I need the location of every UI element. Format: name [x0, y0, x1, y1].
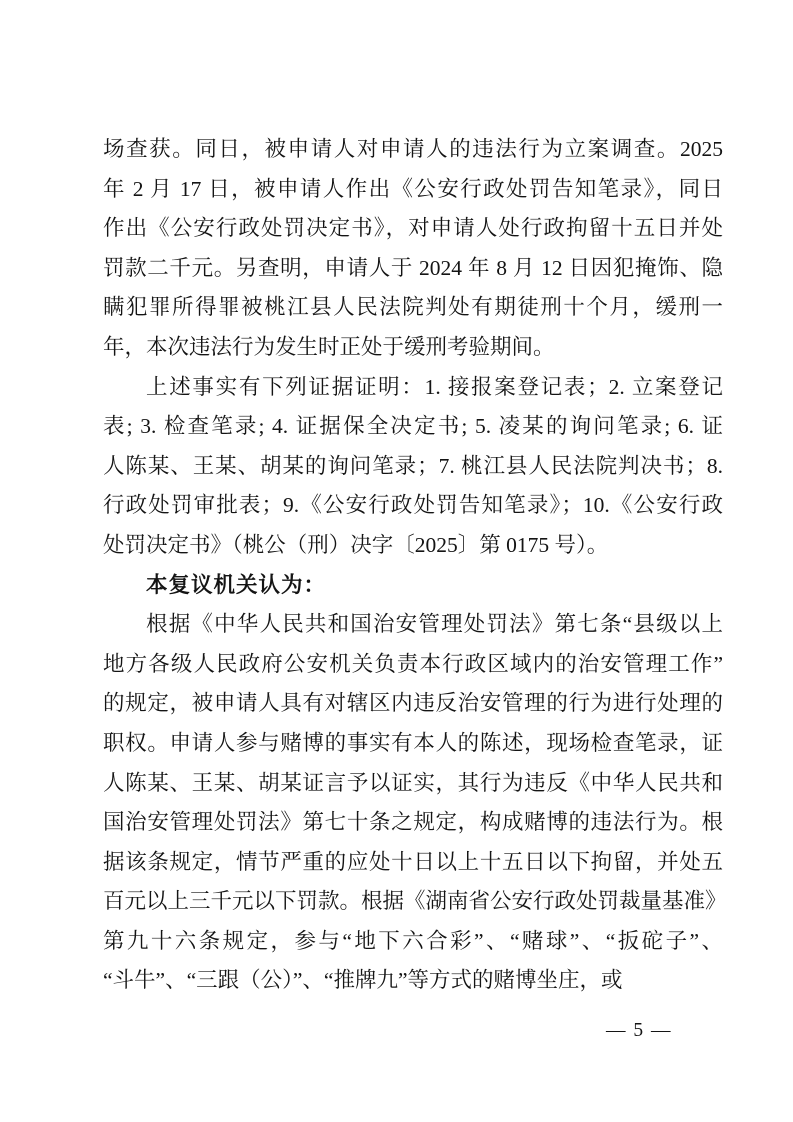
evidence-list-paragraph — [103, 368, 723, 566]
text-line: 人陈某、王某、胡某证言予以证实，其行为违反《中华人民共和 — [103, 770, 723, 795]
text-line: 地方各级人民政府公安机关负责本行政区域内的治安管理工作” — [103, 651, 723, 676]
text-line: 行政处罚审批表；9.《公安行政处罚告知笔录》；10.《公安行政 — [103, 493, 723, 518]
text-line: 的规定，被申请人具有对辖区内违反治安管理的行为进行处理的 — [103, 691, 723, 716]
text-line: 第九十六条规定，参与“地下六合彩”、“赌球”、“扳砣子”、 — [103, 928, 723, 953]
facts-paragraph-continued — [103, 130, 723, 368]
text-line: 人陈某、王某、胡某的询问笔录；7. 桃江县人民法院判决书；8. — [103, 453, 723, 478]
text-line: 国治安管理处罚法》第七十条之规定，构成赌博的违法行为。根 — [103, 810, 723, 835]
text-line: 职权。申请人参与赌博的事实有本人的陈述，现场检查笔录，证 — [103, 730, 723, 755]
text-line: 据该条规定，情节严重的应处十日以上十五日以下拘留，并处五 — [103, 849, 723, 874]
text-line: 瞒犯罪所得罪被桃江县人民法院判处有期徒刑十个月，缓刑一 — [103, 295, 723, 320]
text-line: “斗牛”、“三跟（公）”、“推牌九”等方式的赌博坐庄，或 — [103, 968, 623, 993]
text-line: 作出《公安行政处罚决定书》，对申请人处行政拘留十五日并处 — [103, 216, 723, 241]
text-line: 年 2 月 17 日，被申请人作出《公安行政处罚告知笔录》，同日 — [103, 176, 723, 201]
text-line: 场查获。同日，被申请人对申请人的违法行为立案调查。2025 — [103, 137, 723, 161]
document-body — [103, 130, 727, 1001]
review-opinion-heading — [103, 566, 723, 606]
text-line: 罚款二千元。另查明，申请人于 2024 年 8 月 12 日因犯掩饰、隐 — [103, 255, 723, 280]
text-line: 表; 3. 检查笔录; 4. 证据保全决定书; 5. 凌某的询问笔录; 6. 证 — [103, 414, 723, 439]
text-line: 根据《中华人民共和国治安管理处罚法》第七条“县级以上 — [146, 612, 723, 637]
section-heading: 本复议机关认为： — [146, 572, 327, 598]
text-line: 百元以上三千元以下罚款。根据《湖南省公安行政处罚裁量基准》 — [103, 889, 727, 914]
text-line: 处罚决定书》（桃公（刑）决字〔2025〕第 0175 号）。 — [103, 532, 609, 557]
page-number: — 5 — — [606, 1020, 672, 1041]
legal-analysis-paragraph — [103, 605, 727, 1001]
text-line: 年，本次违法行为发生时正处于缓刑考验期间。 — [103, 334, 555, 359]
text-line: 上述事实有下列证据证明：1. 接报案登记表；2. 立案登记 — [146, 374, 723, 399]
